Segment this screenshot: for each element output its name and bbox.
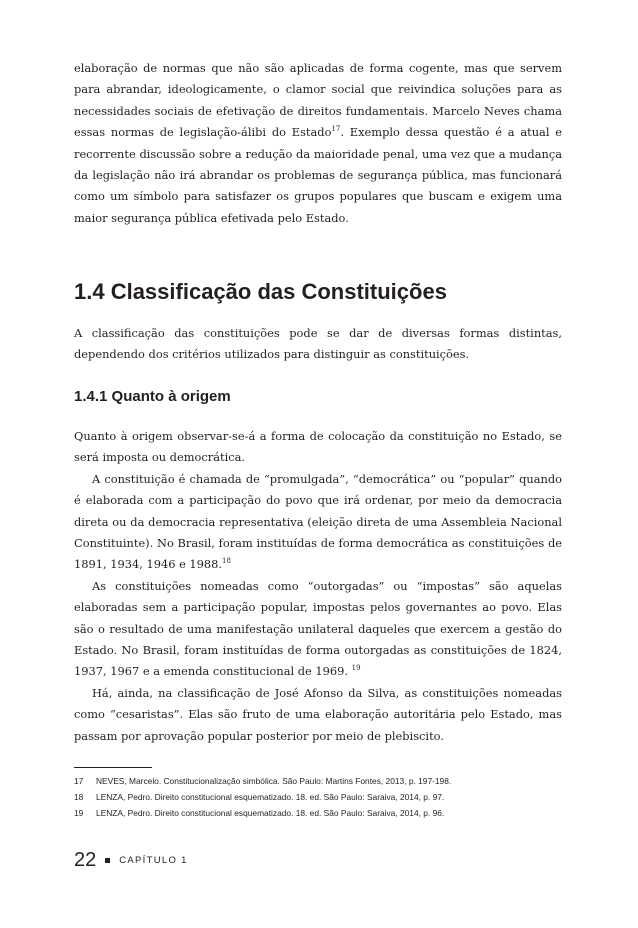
folio-square-icon xyxy=(105,858,110,863)
footnote-text: LENZA, Pedro. Direito constitucional esquematizado. 18. ed. São Paulo: Saraiva, 2014, p. 96. xyxy=(96,808,445,818)
chapter-label: CAPÍTULO 1 xyxy=(119,854,188,866)
footnote-item xyxy=(74,805,562,821)
footnote-number: 18 xyxy=(74,792,84,802)
footnote-text: LENZA, Pedro. Direito constitucional esquematizado. 18. ed. São Paulo: Saraiva, 2014, p. 97. xyxy=(96,792,445,802)
promulgada-text: A constituição é chamada de “promulgada”, “democrática” ou “popular” quando é elaborada com a participação do povo que irá ordenar, por meio da democracia direta ou da democracia representativa (eleição direta de uma Assembleia Nacional Constituinte). No Brasil, foram instituídas de forma democrática as constituições de 1891, 1934, 1946 e 1988. xyxy=(74,471,562,572)
footnote-number: 19 xyxy=(74,808,84,818)
section-lead-paragraph: A classificação das constituições pode se dar de diversas formas distintas, dependendo dos critérios utilizados para distinguir as constituições. xyxy=(74,326,562,362)
intro-paragraph xyxy=(74,58,562,229)
subsection-body xyxy=(74,426,562,747)
footnote-ref-17[interactable]: 17 xyxy=(331,125,341,134)
subsection-heading: 1.4.1 Quanto à origem xyxy=(74,388,231,405)
footnote-separator xyxy=(74,767,152,768)
outorgada-paragraph xyxy=(74,576,562,683)
intro-text-rest: . Exemplo dessa questão é a atual e recorrente discussão sobre a redução da maioridade penal, uma vez que a mudança da legislação não irá abrandar os problemas de segurança pública, mas funcionará como um símbolo para satisfazer os grupos populares que buscam e exigem uma maior segurança pública efetivada pelo Estado. xyxy=(74,125,562,225)
cesarista-paragraph: Há, ainda, na classificação de José Afonso da Silva, as constituições nomeadas como “cesaristas”. Elas são fruto de uma elaboração autoritária pelo Estado, mas passam por aprovação popular posterior por meio de plebiscito. xyxy=(74,685,562,743)
footnotes xyxy=(74,773,562,821)
outorgada-text: As constituições nomeadas como “outorgadas” ou “impostas” são aquelas elaboradas sem a participação popular, impostas pelos governantes ao povo. Elas são o resultado de uma manifestação unilateral daqueles que exercem a gestão do Estado. No Brasil, foram instituídas de forma outorgadas as constituições de 1824, 1937, 1967 e a emenda constitucional de 1969. xyxy=(74,578,562,679)
page-number: 22 xyxy=(74,849,97,871)
footnote-ref-19[interactable]: 19 xyxy=(351,664,361,673)
footnote-item xyxy=(74,789,562,805)
section-heading: 1.4 Classificação das Constituições xyxy=(74,279,447,304)
intro-text: elaboração de normas que não são aplicadas de forma cogente, mas que servem para abrandar, ideologicamente, o clamor social que reivindica soluções para as necessidades sociais de efetivação de direitos fundamentais. Marcelo Neves chama essas normas de legislação-álibi do Estado xyxy=(74,61,562,140)
footnote-text: NEVES, Marcelo. Constitucionalização simbólica. São Paulo: Martins Fontes, 2013, p. 197-198. xyxy=(96,776,452,786)
page-folio xyxy=(74,848,188,872)
footnote-ref-18[interactable]: 18 xyxy=(222,557,231,566)
origin-intro-paragraph: Quanto à origem observar-se-á a forma de colocação da constituição no Estado, se será imposta ou democrática. xyxy=(74,429,562,465)
footnote-item xyxy=(74,773,562,789)
promulgada-paragraph xyxy=(74,469,562,576)
footnote-number: 17 xyxy=(74,776,84,786)
